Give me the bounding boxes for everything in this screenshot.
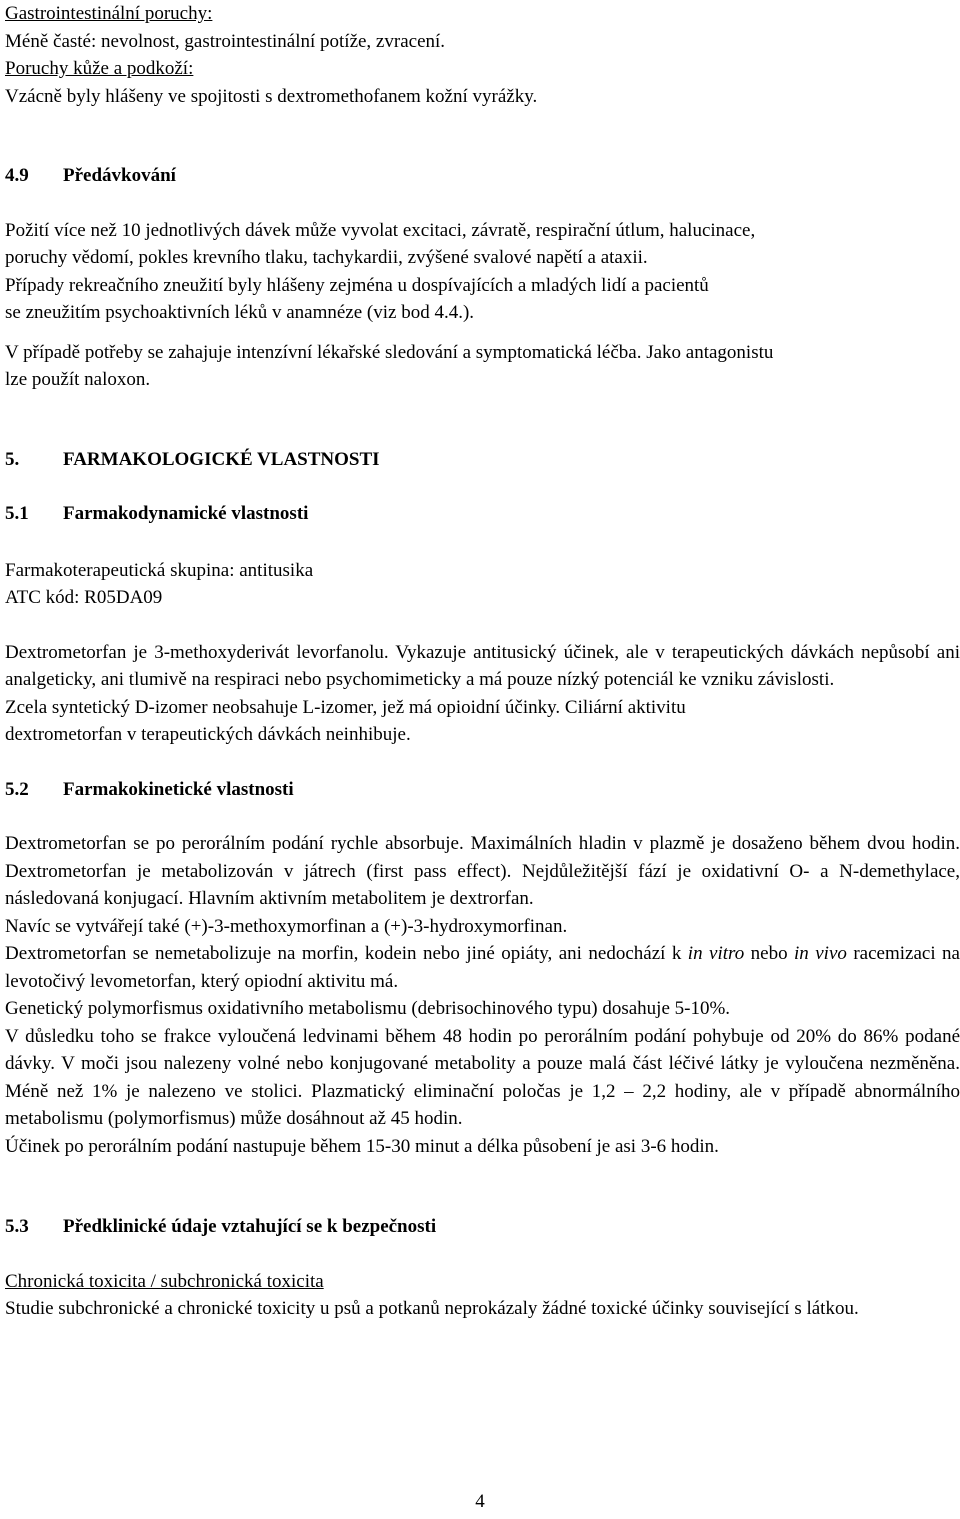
section-5-heading <box>5 446 960 474</box>
overdose-para-1-line-2: poruchy vědomí, pokles krevního tlaku, tachykardii, zvýšené svalové napětí a ataxii. <box>5 247 648 268</box>
italic-term: in vivo <box>794 943 847 964</box>
atc-code: ATC kód: R05DA09 <box>5 587 163 608</box>
overdose-para-2-line-2: se zneužitím psychoaktivních léků v anamnéze (viz bod 4.4.). <box>5 302 475 323</box>
section-4-9-heading <box>5 162 960 190</box>
section-number: 5. <box>5 448 20 470</box>
section-number: 5.3 <box>5 1216 29 1237</box>
text-run: racemizaci na levotočivý levometorfan, který opiodní aktivitu má. <box>5 943 960 992</box>
section-number: 5.2 <box>5 778 29 800</box>
overdose-para-1-line-1: Požití více než 10 jednotlivých dávek může vyvolat excitaci, závratě, respirační útlum, halucinace, <box>5 219 756 241</box>
section-5-3-heading <box>5 1213 960 1241</box>
pharmacodynamics-para-2-line-2: dextrometorfan v terapeutických dávkách neinhibuje. <box>5 724 411 745</box>
section-number: 4.9 <box>5 165 29 186</box>
pharmacodynamics-para-1: Dextrometorfan je 3-methoxyderivát levorfanolu. Vykazuje antitusický účinek, ale v terapeutických dávkách nepůsobí ani analgeticky, ani tlumivě na respiraci nebo psychomimeticky a má pouze nízký potenciál ke vzniku závislosti. <box>5 641 960 690</box>
section-number: 5.1 <box>5 503 29 524</box>
pharmacotherapeutic-group: Farmakoterapeutická skupina: antitusika <box>5 559 314 581</box>
gi-disorders-text: Méně časté: nevolnost, gastrointestinální potíže, zvracení. <box>5 30 446 52</box>
section-title: Předklinické údaje vztahující se k bezpečnosti <box>63 1216 437 1237</box>
overdose-para-2-line-1: Případy rekreačního zneužití byly hlášeny zejména u dospívajících a mladých lidí a pacientů <box>5 274 709 296</box>
overdose-para-3-line-2: lze použít naloxon. <box>5 369 151 390</box>
pharmacokinetics-para-1: Dextrometorfan se po perorálním podání rychle absorbuje. Maximálních hladin v plazmě je dosaženo během dvou hodin. Dextrometorfan je metabolizován v játrech (first pass effect). Nejdůležitější fází je oxidativní O- a N-demethylace, následovaná konjugací. Hlavním aktivním metabolitem je dextrorfan. <box>5 833 960 909</box>
pharmacokinetics-para-2 <box>5 940 960 995</box>
section-title: Předávkování <box>63 165 176 186</box>
text-run: nebo <box>744 943 795 964</box>
pharmacodynamics-para-2-line-1: Zcela syntetický D-izomer neobsahuje L-izomer, jež má opioidní účinky. Ciliární aktivitu <box>5 696 686 718</box>
section-title: Farmakodynamické vlastnosti <box>63 503 309 524</box>
section-title: FARMAKOLOGICKÉ VLASTNOSTI <box>63 448 380 470</box>
pharmacokinetics-para-5: Účinek po perorálním podání nastupuje během 15-30 minut a délka působení je asi 3-6 hodin. <box>5 1135 719 1157</box>
page-number: 4 <box>475 1491 485 1512</box>
gi-disorders-heading: Gastrointestinální poruchy: <box>5 3 213 24</box>
section-5-2-heading <box>5 776 960 804</box>
section-5-1-heading <box>5 500 960 528</box>
pharmacokinetics-para-3: Genetický polymorfismus oxidativního metabolismu (debrisochinového typu) dosahuje 5-10%. <box>5 998 731 1019</box>
text-run: Dextrometorfan se nemetabolizuje na morfin, kodein nebo jiné opiáty, ani nedochází k <box>5 943 688 964</box>
chronic-toxicity-text: Studie subchronické a chronické toxicity u psů a potkanů neprokázaly žádné toxické účinky související s látkou. <box>5 1298 859 1319</box>
skin-disorders-heading: Poruchy kůže a podkoží: <box>5 58 194 79</box>
document-page <box>5 0 960 1323</box>
chronic-toxicity-heading: Chronická toxicita / subchronická toxicita <box>5 1270 324 1292</box>
skin-disorders-text: Vzácně byly hlášeny ve spojitosti s dextromethofanem kožní vyrážky. <box>5 85 538 107</box>
section-title: Farmakokinetické vlastnosti <box>63 778 294 800</box>
pharmacokinetics-para-4: V důsledku toho se frakce vyloučená ledvinami během 48 hodin po perorálním podání pohybuje od 20% do 86% podané dávky. V moči jsou nalezeny volné nebo konjugované metabolity a pouze malá část léčivé látky je vyloučena nezměněna. Méně než 1% je nalezeno ve stolici. Plazmatický eliminační poločas je 1,2 – 2,2 hodiny, ale v případě abnormálního metabolismu (polymorfismus) může dosáhnout až 45 hodin. <box>5 1025 960 1129</box>
italic-term: in vitro <box>687 943 745 964</box>
overdose-para-3-line-1: V případě potřeby se zahajuje intenzívní lékařské sledování a symptomatická léčba. Jako antagonistu <box>5 341 774 363</box>
pharmacokinetics-para-1-line-4: Navíc se vytvářejí také (+)-3-methoxymorfinan a (+)-3-hydroxymorfinan. <box>5 915 568 937</box>
